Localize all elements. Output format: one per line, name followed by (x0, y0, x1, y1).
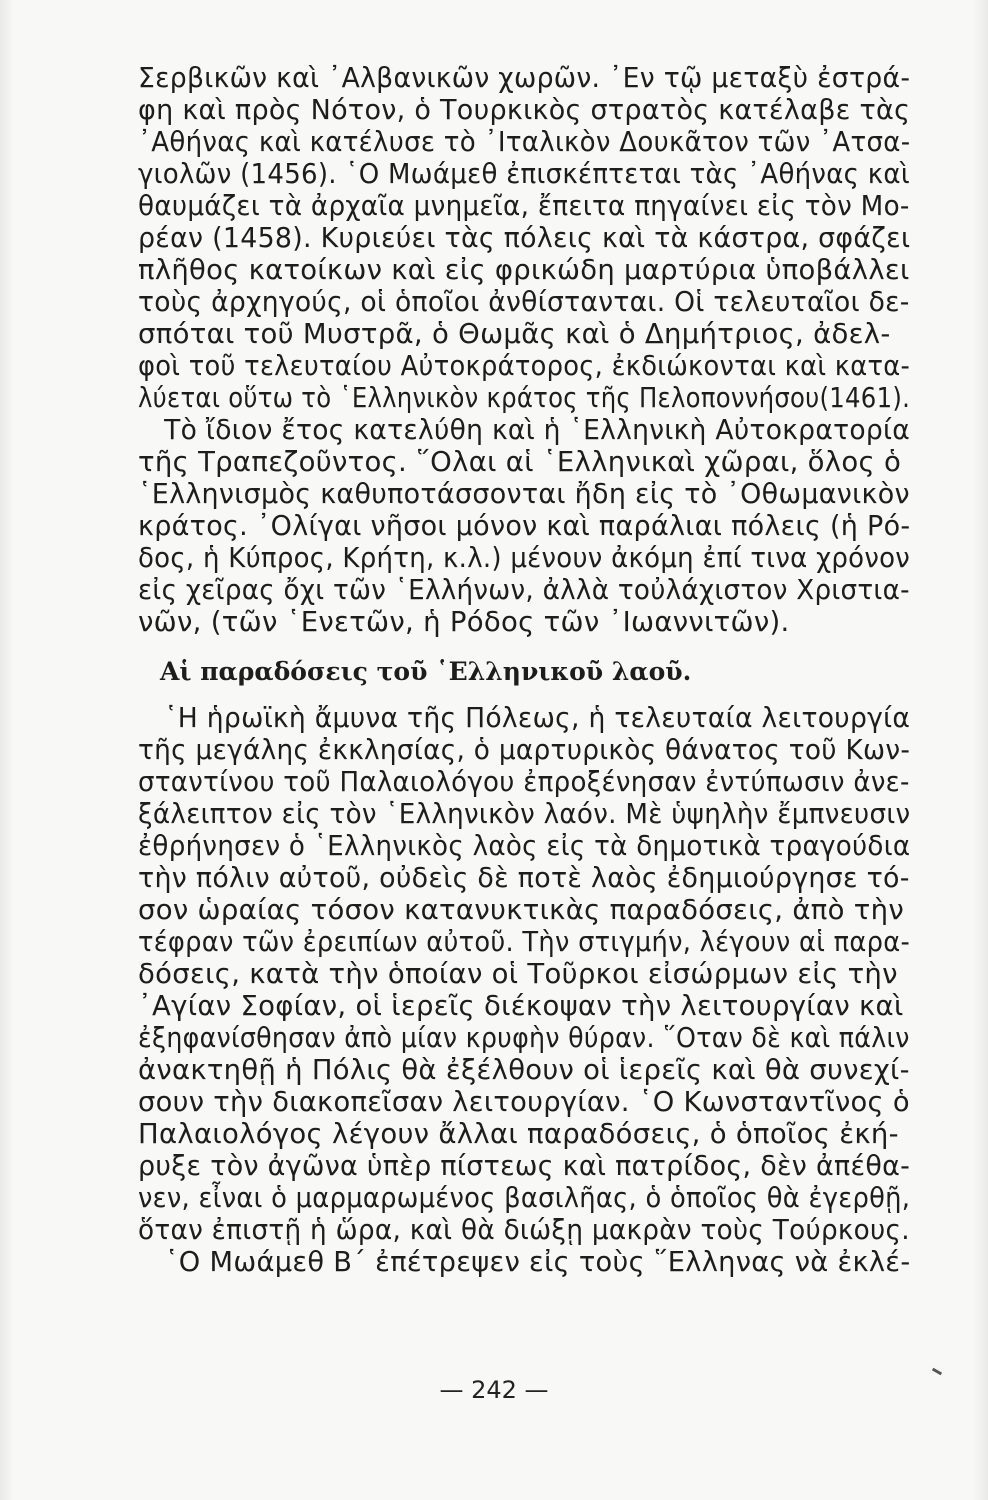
text-line: σουν τὴν διακοπεῖσαν λειτουργίαν. ῾Ο Κωνσταντῖνος ὁ (138, 1086, 910, 1118)
text-line: ᾿Αγίαν Σοφίαν, οἱ ἱερεῖς διέκοψαν τὴν λειτουργίαν καὶ (138, 990, 904, 1022)
text-line: ἀνακτηθῇ ἡ Πόλις θὰ ἐξέλθουν οἱ ἱερεῖς καὶ θὰ συνεχί- (138, 1054, 910, 1086)
paragraph-block-1 (138, 62, 910, 638)
text-line: λύεται οὕτω τὸ ῾Ελληνικὸν κράτος τῆς Πελοποννήσου(1461). (138, 382, 911, 414)
text-line: φοὶ τοῦ τελευταίου Αὐτοκράτορος, ἐκδιώκονται καὶ κατα- (138, 350, 911, 382)
text-line: ᾿Αθήνας καὶ κατέλυσε τὸ ᾿Ιταλικὸν Δουκᾶτον τῶν ᾿Ατσα- (138, 126, 911, 158)
text-line: τέφραν τῶν ἐρειπίων αὐτοῦ. Τὴν στιγμήν, λέγουν αἱ παρα- (138, 926, 911, 958)
text-line: πλῆθος κατοίκων καὶ εἰς φρικώδη μαρτύρια ὑποβάλλει (138, 254, 910, 286)
text-line: ρυξε τὸν ἀγῶνα ὑπὲρ πίστεως καὶ πατρίδος, δὲν ἀπέθα- (138, 1150, 911, 1182)
ink-mark (932, 1368, 942, 1376)
text-line: τῆς μεγάλης ἐκκλησίας, ὁ μαρτυρικὸς θάνατος τοῦ Κων- (138, 734, 911, 766)
text-line: Σερβικῶν καὶ ᾿Αλβανικῶν χωρῶν. ᾿Εν τῷ μεταξὺ ἐστρά- (138, 62, 911, 94)
text-line: ἐθρήνησεν ὁ ῾Ελληνικὸς λαὸς εἰς τὰ δημοτικὰ τραγούδια (138, 830, 911, 862)
text-line: ῾Ελληνισμὸς καθυποτάσσονται ἤδη εἰς τὸ ᾿Οθωμανικὸν (138, 478, 910, 510)
text-line: θαυμάζει τὰ ἀρχαῖα μνημεῖα, ἔπειτα πηγαίνει εἰς τὸν Μο- (138, 190, 910, 222)
text-line: τοὺς ἀρχηγούς, οἱ ὁποῖοι ἀνθίστανται. Οἱ τελευταῖοι δε- (138, 286, 910, 318)
section-spacing (138, 638, 910, 656)
text-line: σπόται τοῦ Μυστρᾶ, ὁ Θωμᾶς καὶ ὁ Δημήτριος, ἀδελ- (138, 318, 891, 350)
section-spacing (138, 688, 910, 702)
text-line: δος, ἡ Κύπρος, Κρήτη, κ.λ.) μένουν ἀκόμη ἐπί τινα χρόνον (138, 542, 911, 574)
text-line: σον ὡραίας τόσον κατανυκτικὰς παραδόσεις, ἀπὸ τὴν (138, 894, 905, 926)
paragraph-block-2 (138, 702, 910, 1278)
text-line: φη καὶ πρὸς Νότον, ὁ Τουρκικὸς στρατὸς κατέλαβε τὰς (138, 94, 911, 126)
text-line: Παλαιολόγος λέγουν ἄλλαι παραδόσεις, ὁ ὁποῖος ἐκή- (138, 1118, 899, 1150)
page-number: — 242 — (439, 1376, 549, 1404)
text-line: ὅταν ἐπιστῇ ἡ ὥρα, καὶ θὰ διώξῃ μακρὰν τοὺς Τούρκους. (138, 1214, 910, 1246)
text-line: νῶν, (τῶν ῾Ενετῶν, ἡ Ρόδος τῶν ᾿Ιωαννιτῶν). (138, 606, 790, 638)
text-line: τὴν πόλιν αὐτοῦ, οὐδεὶς δὲ ποτὲ λαὸς ἐδημιούργησε τό- (138, 862, 910, 894)
text-line: σταντίνου τοῦ Παλαιολόγου ἐπροξένησαν ἐντύπωσιν ἀνε- (138, 766, 910, 798)
text-line: εἰς χεῖρας ὄχι τῶν ῾Ελλήνων, ἀλλὰ τοὐλάχιστον Χριστια- (138, 574, 910, 606)
text-line: ῾Ο Μωάμεθ Β΄ ἐπέτρεψεν εἰς τοὺς ῞Ελληνας νὰ ἐκλέ- (138, 1246, 911, 1278)
text-line: ρέαν (1458). Κυριεύει τὰς πόλεις καὶ τὰ κάστρα, σφάζει (138, 222, 911, 254)
page-body (138, 62, 910, 1278)
text-line: ἐξηφανίσθησαν ἀπὸ μίαν κρυφὴν θύραν. ῞Οταν δὲ καὶ πάλιν (138, 1022, 910, 1054)
text-line: δόσεις, κατὰ τὴν ὁποίαν οἱ Τοῦρκοι εἰσώρμων εἰς τὴν (138, 958, 898, 990)
text-line: κράτος. ᾿Ολίγαι νῆσοι μόνον καὶ παράλιαι πόλεις (ἡ Ρό- (138, 510, 911, 542)
text-line: γιολῶν (1456). ῾Ο Μωάμεθ ἐπισκέπτεται τὰς ᾿Αθήνας καὶ (138, 158, 910, 190)
text-line: τῆς Τραπεζοῦντος. ῞Ολαι αἱ ῾Ελληνικαὶ χῶραι, ὅλος ὁ (138, 446, 902, 478)
text-line: νεν, εἶναι ὁ μαρμαρωμένος βασιλῆας, ὁ ὁποῖος θὰ ἐγερθῇ, (138, 1182, 911, 1214)
text-line: Τὸ ἴδιον ἔτος κατελύθη καὶ ἡ ῾Ελληνικὴ Αὐτοκρατορία (138, 414, 911, 446)
text-line: ξάλειπτον εἰς τὸν ῾Ελληνικὸν λαόν. Μὲ ὑψηλὴν ἔμπνευσιν (138, 798, 911, 830)
text-line: ῾Η ἡρωϊκὴ ἄμυνα τῆς Πόλεως, ἡ τελευταία λειτουργία (138, 702, 911, 734)
section-heading: Αἱ παραδόσεις τοῦ ῾Ελληνικοῦ λαοῦ. (160, 657, 692, 686)
